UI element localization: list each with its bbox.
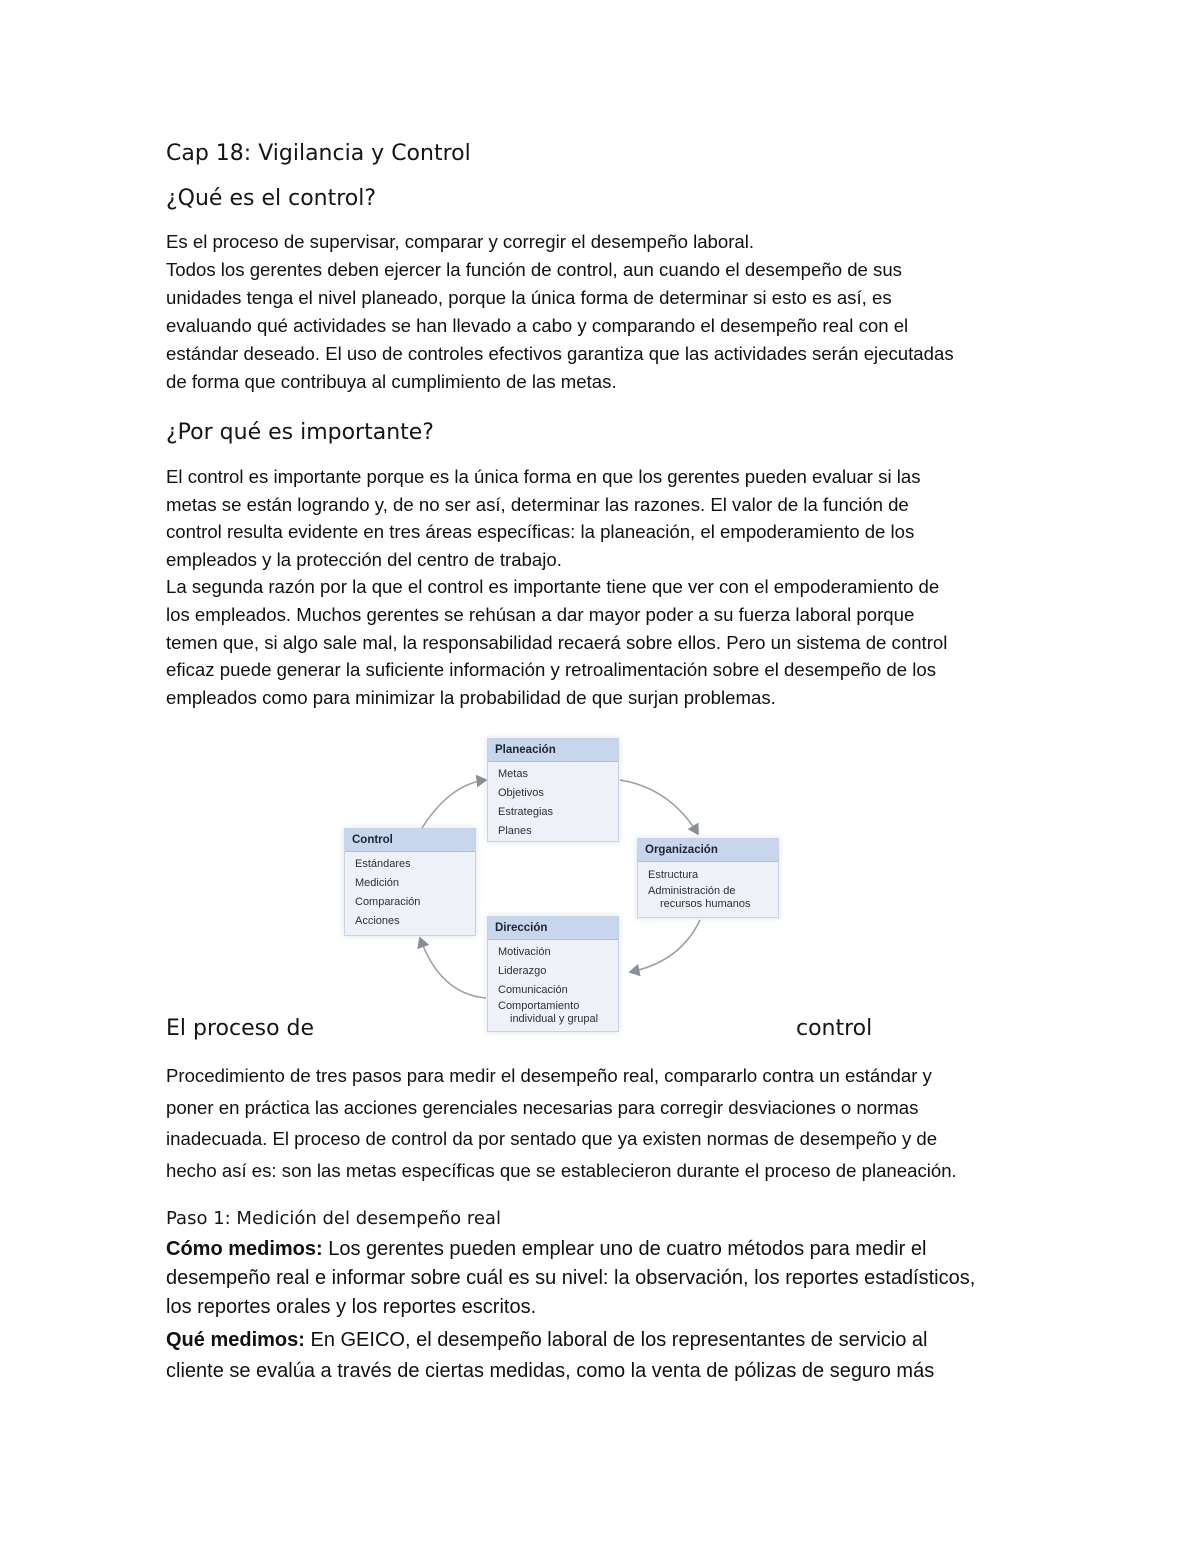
heading-process-right: control <box>796 1016 873 1041</box>
text-line: metas se están logrando y, de no ser así, determinar las razones. El valor de la función de <box>166 493 909 515</box>
text-line: poner en práctica las acciones gerenciales necesarias para corregir desviaciones o normas <box>166 1096 919 1118</box>
direccion-box <box>487 916 619 1032</box>
paragraph-why-important <box>166 463 1046 711</box>
control-box <box>344 828 476 936</box>
text-line <box>166 1235 1066 1264</box>
text-line: temen que, si algo sale mal, la responsabilidad recaerá sobre ellos. Pero un sistema de control <box>166 631 948 653</box>
chapter-title: Cap 18: Vigilancia y Control <box>166 141 471 166</box>
step1-heading: Paso 1: Medición del desempeño real <box>166 1208 501 1229</box>
control-item: Estándares <box>355 858 411 870</box>
organizacion-item: Administración de <box>648 885 736 897</box>
planeacion-title: Planeación <box>488 739 618 762</box>
direccion-item: Comunicación <box>498 984 568 996</box>
organizacion-item: Estructura <box>648 869 699 881</box>
what-label: Qué medimos: <box>166 1329 305 1351</box>
planeacion-item: Estrategias <box>498 806 554 818</box>
paragraph-how-we-measure <box>166 1235 1066 1322</box>
text-line: de forma que contribuya al cumplimiento de las metas. <box>166 371 617 392</box>
heading-why-important: ¿Por qué es importante? <box>166 420 434 445</box>
text-line: control resulta evidente en tres áreas específicas: la planeación, el empoderamiento de los <box>166 521 915 543</box>
text-line: La segunda razón por la que el control es importante tiene que ver con el empoderamiento de <box>166 576 940 598</box>
heading-what-is-control: ¿Qué es el control? <box>166 186 377 211</box>
text-line: los reportes orales y los reportes escritos. <box>166 1296 537 1318</box>
direccion-title: Dirección <box>488 917 618 940</box>
planeacion-box <box>487 738 619 842</box>
text-line: Procedimiento de tres pasos para medir el desempeño real, compararlo contra un estándar y <box>166 1065 932 1086</box>
control-item: Acciones <box>355 915 400 927</box>
direccion-item: individual y grupal <box>510 1013 599 1025</box>
text-line: empleados como para minimizar la probabilidad de que surjan problemas. <box>166 686 776 708</box>
management-cycle-diagram <box>340 736 782 1032</box>
planeacion-item: Planes <box>498 825 532 837</box>
text-line <box>166 1325 1066 1356</box>
how-text: Los gerentes pueden emplear uno de cuatro métodos para medir el <box>322 1238 927 1260</box>
organizacion-item: recursos humanos <box>660 898 751 910</box>
direccion-item: Motivación <box>498 946 551 958</box>
how-label: Cómo medimos: <box>166 1238 323 1260</box>
text-line: inadecuada. El proceso de control da por sentado que ya existen normas de desempeño y de <box>166 1128 938 1149</box>
text-line: eficaz puede generar la suficiente información y retroalimentación sobre el desempeño de los <box>166 659 937 681</box>
text-line: empleados y la protección del centro de trabajo. <box>166 548 562 570</box>
what-text: En GEICO, el desempeño laboral de los representantes de servicio al <box>304 1329 928 1351</box>
text-line: hecho así es: son las metas específicas que se establecieron durante el proceso de planeación. <box>166 1159 957 1181</box>
text-line: los empleados. Muchos gerentes se rehúsan a dar mayor poder a su fuerza laboral porque <box>166 603 915 625</box>
text-line: El control es importante porque es la única forma en que los gerentes pueden evaluar si las <box>166 466 921 487</box>
text-line: evaluando qué actividades se han llevado a cabo y comparando el desempeño real con el <box>166 315 909 336</box>
control-item: Comparación <box>355 896 421 908</box>
text-line: Todos los gerentes deben ejercer la función de control, aun cuando el desempeño de sus <box>166 259 902 280</box>
text-line: Es el proceso de supervisar, comparar y corregir el desempeño laboral. <box>166 231 755 252</box>
control-item: Medición <box>355 877 400 889</box>
control-title: Control <box>345 829 475 852</box>
planeacion-item: Objetivos <box>498 787 544 799</box>
paragraph-what-we-measure <box>166 1325 1066 1387</box>
organizacion-title: Organización <box>638 839 778 862</box>
text-line: estándar deseado. El uso de controles efectivos garantiza que las actividades serán ejecutadas <box>166 343 954 364</box>
direccion-item: Liderazgo <box>498 965 547 977</box>
heading-process-left: El proceso de <box>166 1016 315 1041</box>
text-line: cliente se evalúa a través de ciertas medidas, como la venta de pólizas de seguro más <box>166 1360 935 1382</box>
text-line: unidades tenga el nivel planeado, porque la única forma de determinar si esto es así, es <box>166 287 892 308</box>
paragraph-control-process <box>166 1060 1046 1186</box>
text-line: desempeño real e informar sobre cuál es su nivel: la observación, los reportes estadísticos, <box>166 1267 976 1289</box>
organizacion-box <box>637 838 779 918</box>
paragraph-what-is-control <box>166 228 1046 396</box>
direccion-item: Comportamiento <box>498 1000 580 1012</box>
planeacion-item: Metas <box>498 768 528 780</box>
